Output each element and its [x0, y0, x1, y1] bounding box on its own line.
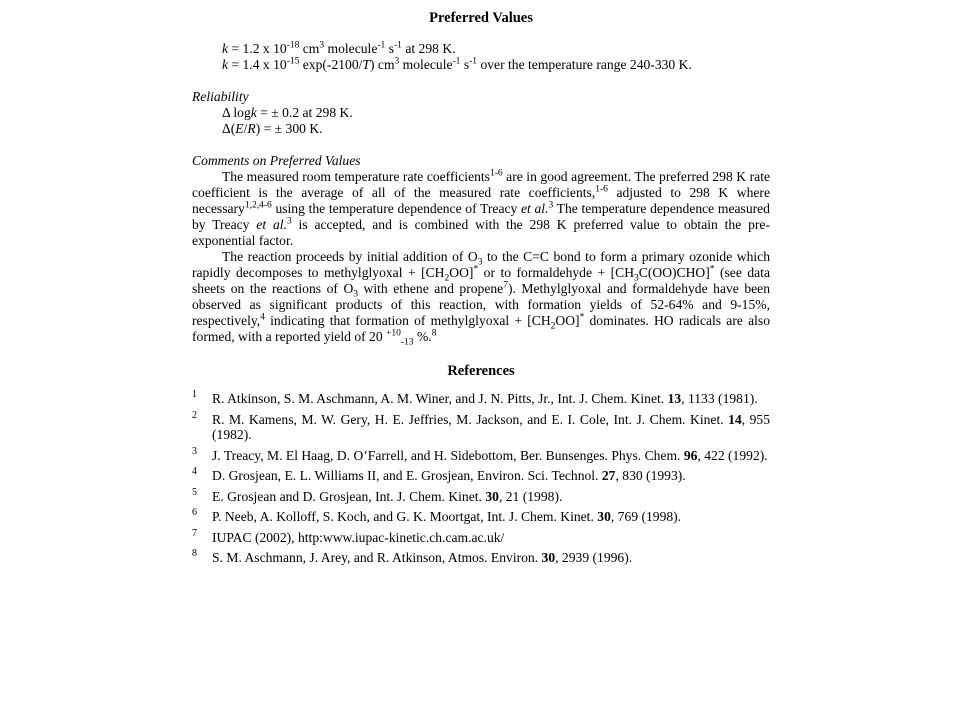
- reliability-heading: Reliability: [192, 89, 249, 104]
- comments-paragraph-2: The reaction proceeds by initial addition of $O_3$ to the C=C bond to form a primary ozonide which rapidly decomposes to methylglyoxal + $[CH_2OO]^*$ or to formaldehyde + $[CH_3C(OO)CHO]^*$ (see data sheets on the reactions of $O_3$ with ethene and propene$^7$). Methylglyoxal and formaldehyde have been observed as significant products of this reaction, with formation yields of 52-64% and 9-15%, respectively,$^4$ indicating that formation of methylglyoxal + $[CH_2OO]^*$ dominates. HO radicals are also formed, with a reported yield of 20 $^{+10}_{-13}$ %.$^8$: [192, 249, 770, 348]
- document-page: [192, 8, 770, 571]
- comments-heading: Comments on Preferred Values: [192, 153, 361, 168]
- rate-coefficient-arrhenius: k = 1.4 x $10^{-15}$ exp(-2100/T) $cm^3$ molecule$^{-1}$ $s^{-1}$ over the temperature range 240-330 K.: [222, 56, 692, 72]
- reference-item: 3 J. Treacy, M. El Haag, D. O’Farrell, and H. Sidebottom, Ber. Bunsenges. Phys. Chem. 96, 422 (1992).: [192, 445, 768, 463]
- reference-item: 5 E. Grosjean and D. Grosjean, Int. J. Chem. Kinet. 30, 21 (1998).: [192, 486, 563, 504]
- reference-item: 1 R. Atkinson, S. M. Aschmann, A. M. Winer, and J. N. Pitts, Jr., Int. J. Chem. Kinet. 13, 1133 (1981).: [192, 389, 758, 406]
- reference-list: [192, 391, 770, 566]
- references-heading: References: [447, 363, 515, 379]
- reliability-e-over-r: Δ(E/R) = ± 300 K.: [222, 121, 323, 136]
- rate-coefficient-298k: k = 1.2 x $10^{-18}$ $cm^3$ molecule$^{-1}$ $s^{-1}$ at 298 K.: [222, 40, 456, 56]
- reference-url-link[interactable]: IUPAC (2002), http:www.iupac-kinetic.ch.cam.ac.uk/: [212, 529, 505, 545]
- reference-item: 4 D. Grosjean, E. L. Williams II, and E. Grosjean, Environ. Sci. Technol. 27, 830 (1993).: [192, 466, 686, 483]
- reliability-logk: Δ logk = ± 0.2 at 298 K.: [222, 105, 353, 120]
- preferred-values-heading: Preferred Values: [429, 10, 533, 26]
- reference-item: 6 P. Neeb, A. Kolloff, S. Koch, and G. K. Moortgat, Int. J. Chem. Kinet. 30, 769 (1998).: [192, 507, 682, 524]
- reference-item: 8 S. M. Aschmann, J. Arey, and R. Atkinson, Atmos. Environ. 30, 2939 (1996).: [192, 548, 633, 565]
- comments-paragraph-1: The measured room temperature rate coefficients$^{1-6}$ are in good agreement. The preferred 298 K rate coefficient is the average of all of the measured rate coefficients,$^{1-6}$ adjusted to 298 K where necessary$^{1,2,4-6}$ using the temperature dependence of Treacy et al.$^3$ The temperature dependence measured by Treacy et al.$^3$ is accepted, and is combined with the 298 K preferred value to obtain the pre-exponential factor.: [192, 168, 771, 248]
- reference-item[interactable]: 7 IUPAC (2002), http:www.iupac-kinetic.ch.cam.ac.uk/: [192, 527, 505, 545]
- reference-item: 2 R. M. Kamens, M. W. Gery, H. E. Jeffries, M. Jackson, and E. I. Cole, Int. J. Chem. Kinet. 14, 955 (1982).: [192, 409, 770, 442]
